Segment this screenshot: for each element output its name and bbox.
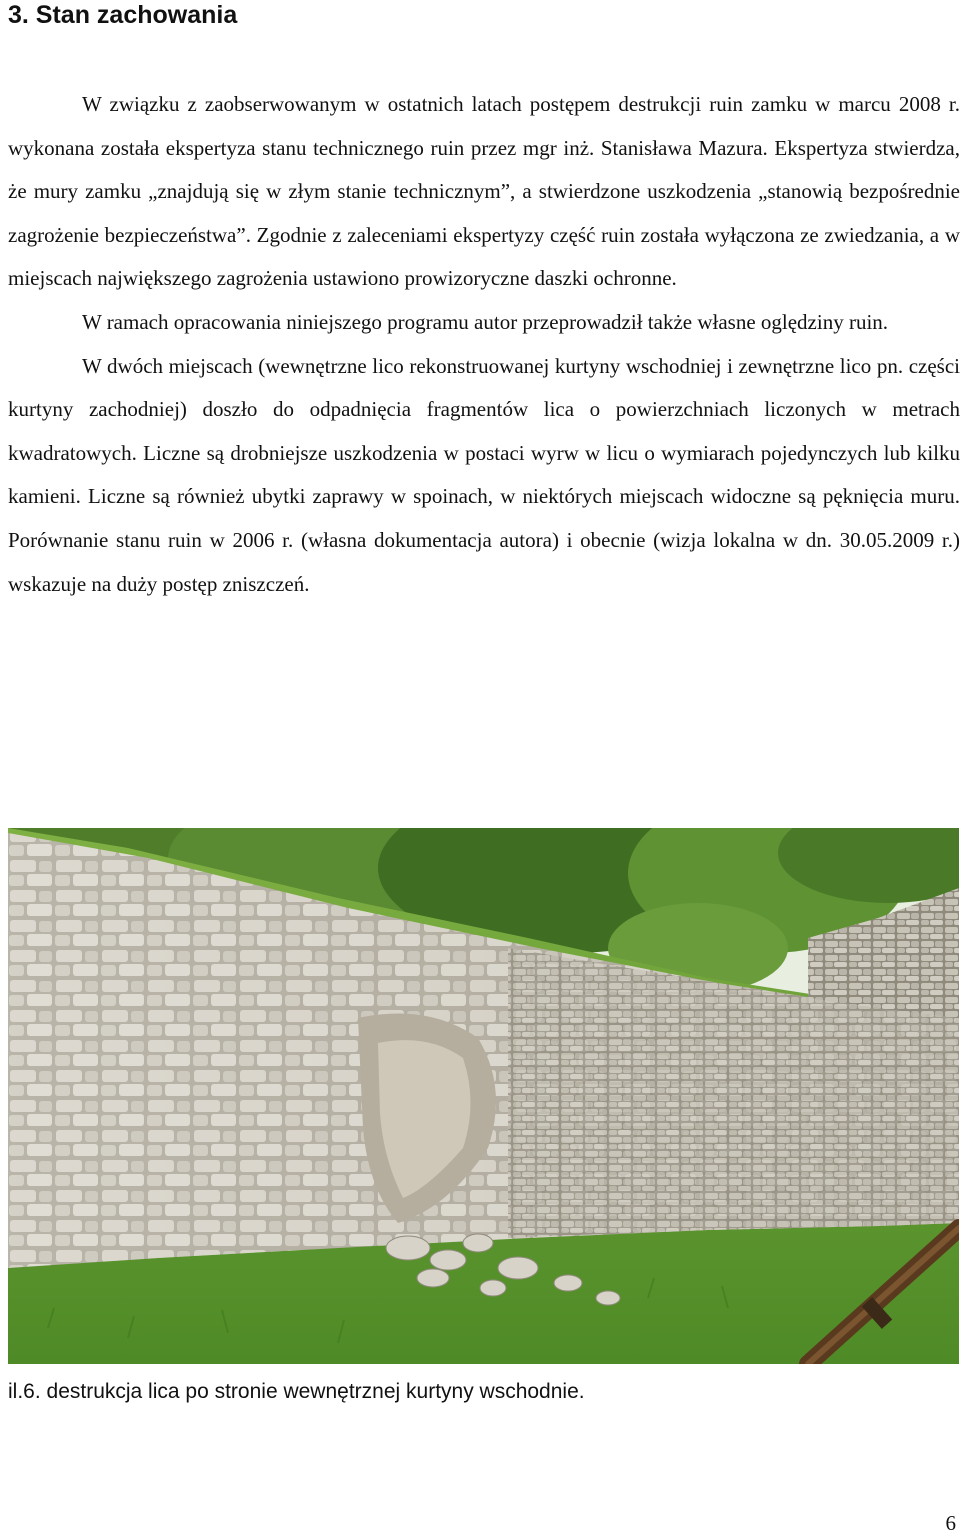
- paragraph-expertise: W związku z zaobserwowanym w ostatnich latach postępem destrukcji ruin zamku w marcu 2008 r. wykonana została ekspertyza stanu technicznego ruin przez mgr inż. Stanisława Mazura. Ekspertyza stwierdza, że mury zamku „znajdują się w złym stanie technicznym”, a stwierdzone uszkodzenia „stanowią bezpośrednie zagrożenie bezpieczeństwa”. Zgodnie z zaleceniami ekspertyzy część ruin została wyłączona ze zwiedzania, a w miejscach największego zagrożenia ustawiono prowizoryczne daszki ochronne.: [8, 92, 960, 291]
- body-text: [8, 83, 960, 606]
- paragraph-damage: W dwóch miejscach (wewnętrzne lico rekonstruowanej kurtyny wschodniej i zewnętrzne lico pn. części kurtyny zachodniej) doszło do odpadnięcia fragmentów lica o powierzchniach liczonych w metrach kwadratowych. Liczne są drobniejsze uszkodzenia w postaci wyrw w licu o wymiarach pojedynczych lub kilku kamieni. Liczne są również ubytki zaprawy w spoinach, w niektórych miejscach widoczne są pęknięcia muru. Porównanie stanu ruin w 2006 r. (własna dokumentacja autora) i obecnie (wizja lokalna w dn. 30.05.2009 r.) wskazuje na duży postęp zniszczeń.: [8, 353, 960, 596]
- page-number: 6: [945, 1511, 956, 1535]
- wall-photo: [8, 828, 959, 1364]
- paragraph-inspection: W ramach opracowania niniejszego programu autor przeprowadził także własne oględziny ruin.: [82, 309, 889, 334]
- wall-photo-illustration: [8, 828, 959, 1364]
- section-title: 3. Stan zachowania: [8, 1, 238, 29]
- figure-caption: il.6. destrukcja lica po stronie wewnętrznej kurtyny wschodnie.: [8, 1380, 585, 1403]
